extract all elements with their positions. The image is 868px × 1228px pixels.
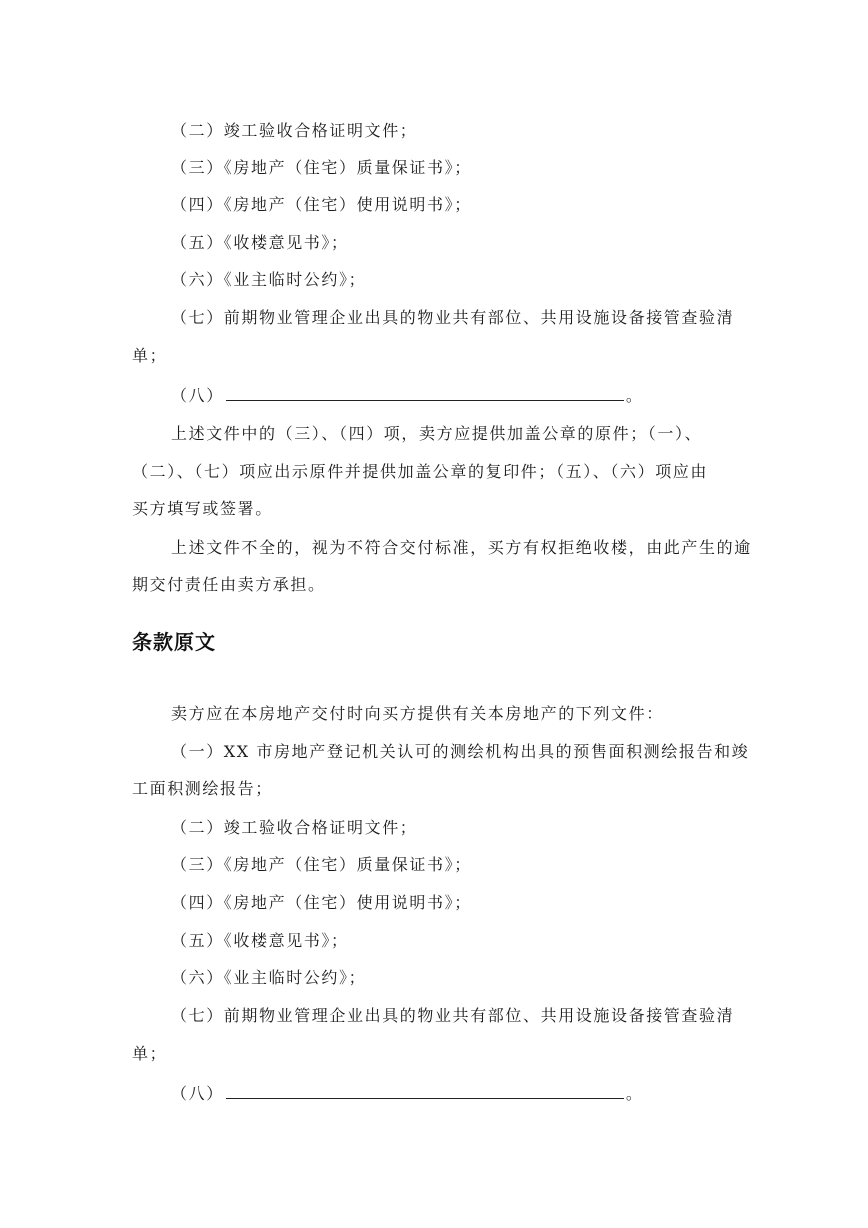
s2-item-8-blank-line <box>226 1083 624 1099</box>
s2-item-3: （三）《房地产（住宅）质量保证书》； <box>171 855 472 874</box>
s1-item-8-suffix: 。 <box>625 386 644 405</box>
s2-item-8 <box>171 1083 643 1104</box>
s2-item-7-line-2: 单； <box>132 1044 168 1063</box>
s1-note-1-line-2: （二）、（七）项应出示原件并提供加盖公章的复印件；（五）、（六）项应由 <box>132 462 709 481</box>
s1-item-8-blank-line <box>226 385 624 401</box>
s2-item-1-line-2: 工面积测绘报告； <box>132 779 273 798</box>
s1-item-7-line-2: 单； <box>132 346 168 365</box>
s1-note-2-line-2: 期交付责任由卖方承担。 <box>132 575 326 594</box>
s2-item-1-line-1: （一）XX 市房地产登记机关认可的测绘机构出具的预售面积测绘报告和竣 <box>171 742 750 761</box>
s1-item-8-prefix: （八） <box>171 386 224 405</box>
s1-item-6: （六）《业主临时公约》； <box>171 270 367 289</box>
s1-item-8 <box>171 385 643 406</box>
s2-item-2: （二）竣工验收合格证明文件； <box>171 818 418 837</box>
s1-item-5: （五）《收楼意见书》； <box>171 233 349 252</box>
s2-item-4: （四）《房地产（住宅）使用说明书》； <box>171 893 472 912</box>
s2-intro: 卖方应在本房地产交付时向买方提供有关本房地产的下列文件： <box>171 704 664 723</box>
s1-note-1-line-3: 买方填写或签署。 <box>132 499 273 518</box>
section-heading: 条款原文 <box>132 630 216 654</box>
s2-item-6: （六）《业主临时公约》； <box>171 968 367 987</box>
s2-item-5: （五）《收楼意见书》； <box>171 931 349 950</box>
s2-item-8-prefix: （八） <box>171 1084 224 1103</box>
s1-item-7-line-1: （七）前期物业管理企业出具的物业共有部位、共用设施设备接管查验清 <box>171 308 735 327</box>
s2-item-8-suffix: 。 <box>625 1084 644 1103</box>
s1-item-4: （四）《房地产（住宅）使用说明书》； <box>171 195 472 214</box>
s1-item-3: （三）《房地产（住宅）质量保证书》； <box>171 158 472 177</box>
s1-note-1-line-1: 上述文件中的（三）、（四）项，卖方应提供加盖公章的原件；（一）、 <box>171 424 703 443</box>
s1-item-2: （二）竣工验收合格证明文件； <box>171 121 418 140</box>
s2-item-7-line-1: （七）前期物业管理企业出具的物业共有部位、共用设施设备接管查验清 <box>171 1006 735 1025</box>
s1-note-2-line-1: 上述文件不全的，视为不符合交付标准，买方有权拒绝收楼，由此产生的逾 <box>171 538 752 557</box>
